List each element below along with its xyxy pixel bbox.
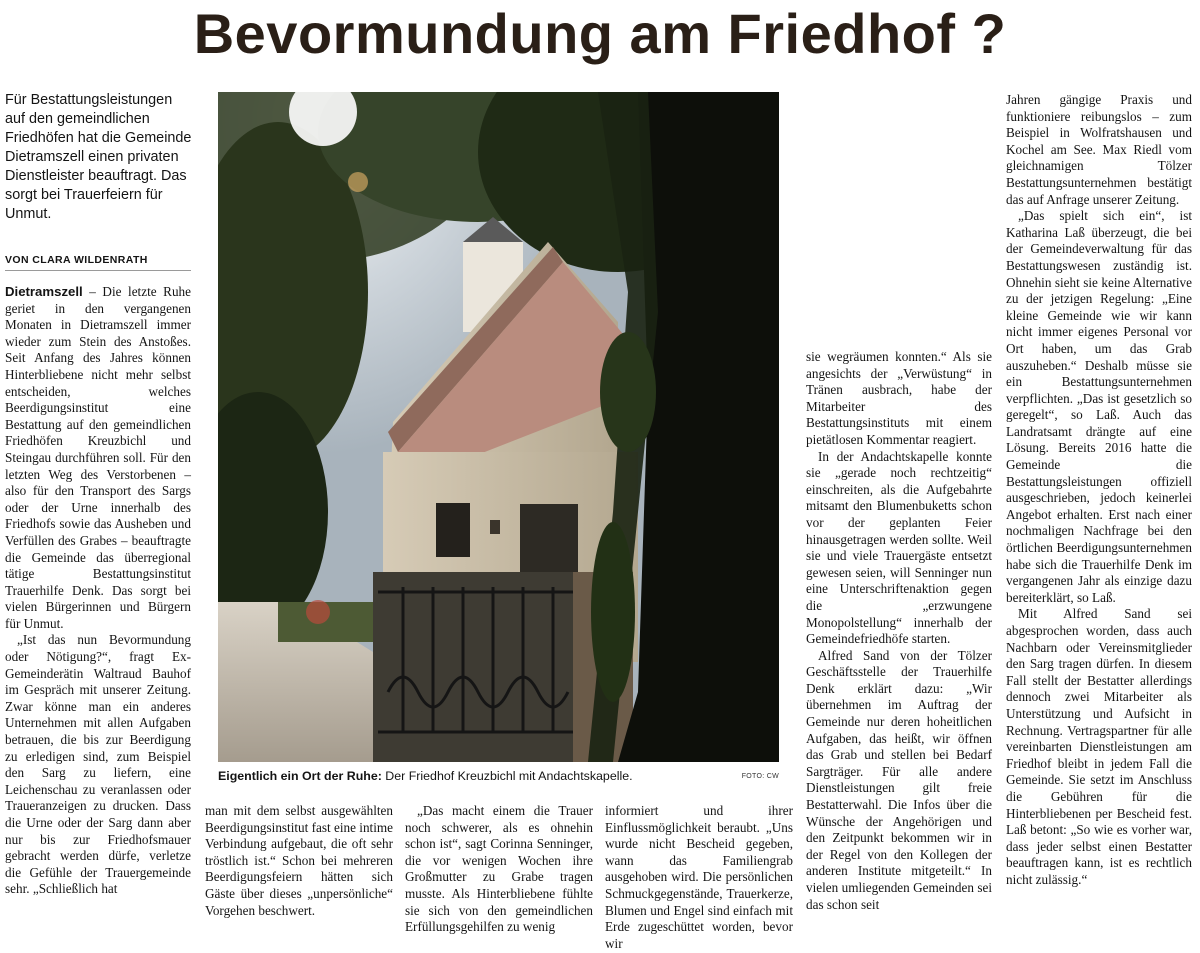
paragraph: man mit dem selbst ausgewählten Beerdigungsinstitut fast eine intime Verbindung aufgebaut, die oft sehr tröstlich ist.“ Schon bei mehreren Beerdigungsfeiern hätten sich Gäste über dieses „unpersönliche“ Vorgehen beschwert. [205,803,393,918]
article-column-2 [205,803,393,919]
paragraph: Dietramszell – Die letzte Ruhe geriet in den vergangenen Monaten in Dietramszell immer wieder zum Stein des Anstoßes. Seit Anfang des Jahres können Hinterbliebene nicht mehr selbst entscheiden, welches Beerdigungsinstitut eine Bestattung auf den gemeindlichen Friedhöfen Kreuzbichl und Steingau durchführen soll. Für den letzten Weg des Verstorbenen – also für den Transport des Sargs oder der Urne innerhalb des Friedhofs sowie das Ausheben und Verfüllen des Grabes – beauftragte die Gemeinde das überregional tätige Bestattungsinstitut Trauerhilfe Denk. Das sorgt bei vielen Bürgerinnen und Bürgern für Unmut. [5,284,191,631]
photo-credit: FOTO: CW [741,773,779,780]
paragraph: Jahren gängige Praxis und funktioniere reibungslos – zum Beispiel in Wolfratshausen und Kochel am See. Max Riedl vom gleichnamigen Tölzer Bestattungsunternehmen bestätigt das auf Anfrage unserer Zeitung. [1006,92,1192,207]
caption-text: Der Friedhof Kreuzbichl mit Andachtskapelle. [381,769,633,783]
paragraph: „Das spielt sich ein“, ist Katharina Laß überzeugt, die bei der Gemeindeverwaltung für das Bestattungswesen zuständig ist. Ohnehin sieht sie keine Alternative zu der jetzigen Regelung: „Eine kleine Gemeinde wie wir kann nicht immer eigenes Personal vor Ort haben, um das Grab auszuheben.“ Deshalb müsse sie ein Bestattungsunternehmen verpflichten. „Das ist gesetzlich so geregelt“, so Laß. Auch das Landratsamt drängte auf eine Lösung. Bereits 2016 hatte die Gemeinde die Bestattungsleistungen offiziell ausgeschrieben, jedoch keinerlei Angebot erhalten. Erst nach einer nochmaligen Nachfrage bei den örtlichen Beerdigungsunternehmen habe sich die Trauerhilfe Denk im vergangenen Jahr als einzige dazu bereiterklärt, so Laß. [1006,208,1192,605]
byline: VON CLARA WILDENRATH [5,254,191,271]
paragraph: „Das macht einem die Trauer noch schwerer, als es ohnehin schon ist“, sagt Corinna Senninger, die vor wenigen Wochen ihre Großmutter zu Grabe tragen musste. Als Hinterbliebene fühlte sie sich von den gemeindlichen Erfüllungsgehilfen zu wenig [405,803,593,935]
paragraph: informiert und ihrer Einflussmöglichkeit beraubt. „Uns wurde nicht Bescheid gegeben, wann das Familiengrab ausgehoben wird. Die persönlichen Schmuckgegenstände, Trauerkerze, Blumen und Engel sind einfach mit Erde zugeschüttet worden, bevor wir [605,803,793,951]
cemetery-photo [218,92,779,762]
photo-caption [218,769,779,783]
article-column-4 [605,803,793,952]
paragraph: Alfred Sand von der Tölzer Geschäftsstelle der Trauerhilfe Denk erklärt dazu: „Wir übernehmen im Auftrag der Gemeinde nur deren hoheitlichen Aufgaben, das heißt, wir öffnen das Grab und stellen bei Bedarf Sargträger. Für alle andere Dienstleistungen gilt freie Bestatterwahl. Die Infos über die Wünsche der Angehörigen und den Zeitpunkt bekommen wir in der Regel von den Kollegen der anderen Institute mitgeteilt.“ In vielen umliegenden Gemeinden sei das schon seit [806,647,992,912]
paragraph: Mit Alfred Sand sei abgesprochen worden, dass auch Nachbarn oder Vereinsmitglieder den Sarg tragen dürfen. In diesem Fall stellt der Bestatter allerdings dennoch zwei Mitarbeiter als Unterstützung und Aufsicht in Rechnung. Vertragspartner für alle vereinbarten Dienstleistungen am Friedhof bleibt in jedem Fall die Gemeinde. Sie setzt im Anschluss die Gebühren für die Hinterbliebenen per Bescheid fest. Laß betont: „So wie es vorher war, dass jeder selbst einen Bestatter beauftragen kann, ist es rechtlich nicht zulässig.“ [1006,606,1192,887]
teaser: Für Bestattungsleistungen auf den gemeindlichen Friedhöfen hat die Gemeinde Dietramszell einen privaten Dienstleister beauftragt. Das sorgt bei Trauerfeiern für Unmut. [5,92,192,222]
caption-lead: Eigentlich ein Ort der Ruhe: [218,769,382,783]
article-column-1 [5,284,191,898]
article-column-6 [1006,92,1192,889]
paragraph: sie wegräumen konnten.“ Als sie angesichts der „Verwüstung“ in Tränen ausbrach, habe der Mitarbeiter des Bestattungsinstituts mit einem pietätlosen Kommentar reagiert. [806,349,992,447]
article-column-3 [405,803,593,936]
paragraph: „Ist das nun Bevormundung oder Nötigung?“, fragt Ex-Gemeinderätin Waltraud Bauhof im Gespräch mit unserer Zeitung. Zwar könne man ein anderes Unternehmen mit allen Aufgaben betrauen, die bis zur Beerdigung zu erledigen sind, zum Beispiel den Sarg zu liefern, eine Leichenschau zu veranlassen oder Traueranzeigen zu drucken. Dass die Urne oder der Sarg dann aber nur bis zur Friedhofsmauer gebracht werden dürfe, verletze die Gefühle der Trauergemeinde sehr. „Schließlich hat [5,632,191,897]
headline: Bevormundung am Friedhof ? [193,2,1007,65]
paragraph: In der Andachtskapelle konnte sie „gerade noch rechtzeitig“ einschreiten, als die Aufgebahrte mitsamt den Blumenbuketts schon vor der geplanten Feier hinausgetragen werden sollte. Weil sie und viele Trauergäste entsetzt gewesen seien, will Senninger nun eine Unterschriftenaktion gegen die „erzwungene Monopolstellung“ innerhalb der Gemeindefriedhöfe starten. [806,448,992,647]
dateline: Dietramszell [5,284,83,299]
article-column-5 [806,349,992,913]
